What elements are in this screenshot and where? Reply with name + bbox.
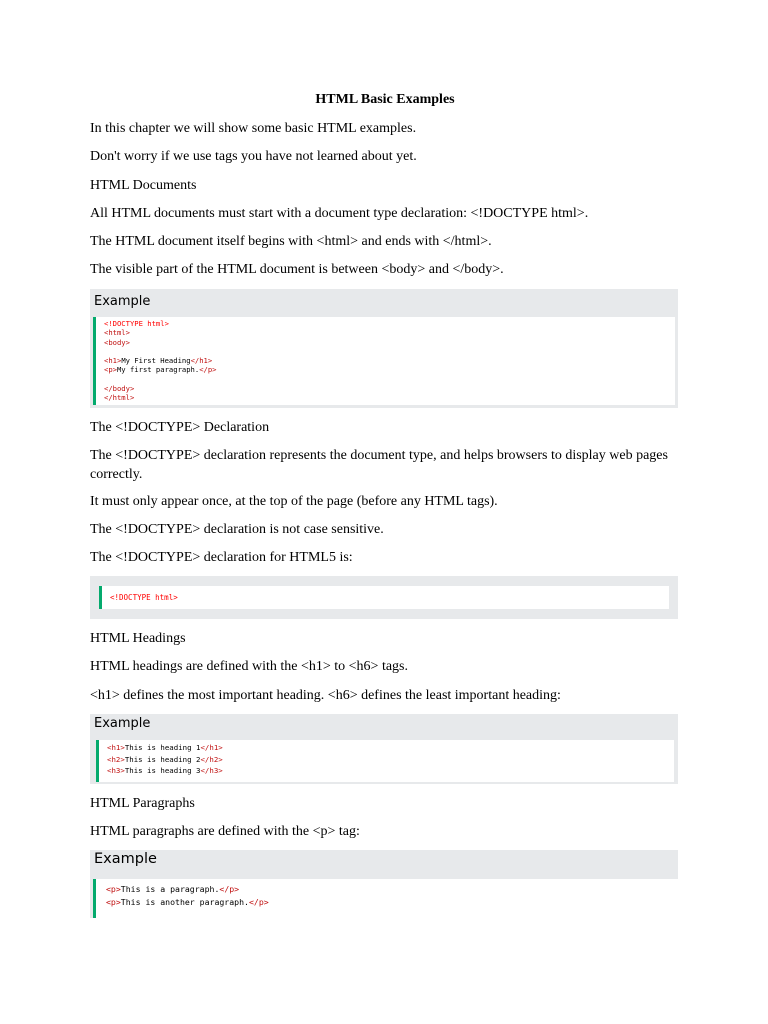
- example-label: Example: [94, 294, 151, 309]
- code-line: [104, 319, 675, 328]
- code-doctype-close: >: [173, 593, 178, 602]
- code-tag-close: </h3>: [200, 766, 223, 775]
- code-tag-open: <h2>: [107, 754, 125, 764]
- documents-paragraph-3: The visible part of the HTML document is between <body> and </body>.: [90, 262, 504, 277]
- code-line: [104, 328, 675, 337]
- code-line: [104, 365, 675, 374]
- code-block-headings: [96, 740, 674, 782]
- code-tag-open: <html>: [104, 328, 130, 338]
- code-tag-close: </p>: [219, 884, 240, 894]
- code-tag-open: <h1>: [104, 356, 122, 366]
- code-tag-open: <!DOCTYPE: [104, 319, 143, 328]
- code-block-paragraphs: [93, 879, 678, 918]
- code-tag-open: <p>: [106, 884, 121, 894]
- example-label: Example: [94, 716, 151, 731]
- section-heading-documents: HTML Documents: [90, 178, 197, 193]
- intro-paragraph-2: Don't worry if we use tags you have not learned about yet.: [90, 149, 417, 164]
- code-line: [104, 375, 675, 384]
- example-box-paragraphs: [90, 850, 678, 918]
- section-heading-doctype: The <!DOCTYPE> Declaration: [90, 420, 270, 435]
- code-tag-close: </h1>: [200, 743, 223, 752]
- code-line: [107, 754, 674, 766]
- doctype-paragraph-2: It must only appear once, at the top of the page (before any HTML tags).: [90, 494, 498, 509]
- code-tag-open: </body>: [104, 384, 135, 394]
- code-tag-open: <body>: [104, 337, 130, 347]
- code-line: [106, 883, 678, 896]
- example-label: Example: [94, 851, 157, 867]
- code-text: This is another paragraph.: [120, 896, 249, 907]
- code-tag-close: >: [164, 319, 169, 328]
- code-line: [104, 356, 675, 365]
- section-heading-headings: HTML Headings: [90, 631, 186, 646]
- code-doctype-open: <!DOCTYPE: [110, 593, 151, 602]
- code-tag-open: <p>: [106, 896, 121, 907]
- code-tag-close: </p>: [199, 365, 217, 375]
- example-box-doctype: [90, 576, 678, 619]
- headings-paragraph-1: HTML headings are defined with the <h1> to <h6> tags.: [90, 659, 408, 674]
- code-text: This is heading 3: [124, 766, 201, 775]
- intro-paragraph-1: In this chapter we will show some basic HTML examples.: [90, 121, 417, 136]
- code-line: [107, 742, 674, 754]
- code-text: This is heading 2: [124, 754, 201, 764]
- documents-paragraph-1: All HTML documents must start with a document type declaration: <!DOCTYPE html>.: [90, 206, 589, 221]
- code-block-doctype: [99, 586, 669, 609]
- paragraphs-paragraph-1: HTML paragraphs are defined with the <p> tag:: [90, 824, 360, 839]
- documents-paragraph-2: The HTML document itself begins with <html> and ends with </html>.: [90, 234, 492, 249]
- code-line: [104, 347, 675, 356]
- code-line: [106, 896, 678, 909]
- code-doctype-attr: html: [150, 593, 174, 602]
- example-box-headings: [90, 714, 678, 784]
- code-tag-close: </p>: [248, 896, 269, 907]
- headings-paragraph-2: <h1> defines the most important heading. <h6> defines the least important heading:: [90, 688, 561, 703]
- code-line: [104, 393, 675, 402]
- code-tag-close: </h1>: [190, 356, 213, 366]
- code-attribute: html: [142, 319, 165, 328]
- doctype-paragraph-4: The <!DOCTYPE> declaration for HTML5 is:: [90, 550, 353, 565]
- page-title: HTML Basic Examples: [315, 92, 455, 107]
- code-text: My first paragraph.: [116, 365, 200, 375]
- code-text: This is heading 1: [124, 743, 201, 752]
- code-line: [104, 338, 675, 347]
- code-line: [107, 765, 674, 777]
- code-tag-close: </h2>: [200, 754, 223, 764]
- code-tag-open: <h1>: [107, 743, 125, 752]
- code-block-document: [93, 317, 675, 405]
- code-line: [104, 384, 675, 393]
- code-text: This is a paragraph.: [120, 884, 220, 894]
- code-text: My First Heading: [121, 356, 191, 366]
- code-tag-open: <h3>: [107, 766, 125, 775]
- doctype-paragraph-1: The <!DOCTYPE> declaration represents the document type, and helps browsers to display web pages correctly.: [90, 448, 668, 482]
- code-tag-open: <p>: [104, 365, 117, 375]
- code-tag-open: </html>: [104, 393, 135, 403]
- section-heading-paragraphs: HTML Paragraphs: [90, 796, 195, 811]
- doctype-paragraph-3: The <!DOCTYPE> declaration is not case sensitive.: [90, 522, 384, 537]
- example-box-document: [90, 289, 678, 408]
